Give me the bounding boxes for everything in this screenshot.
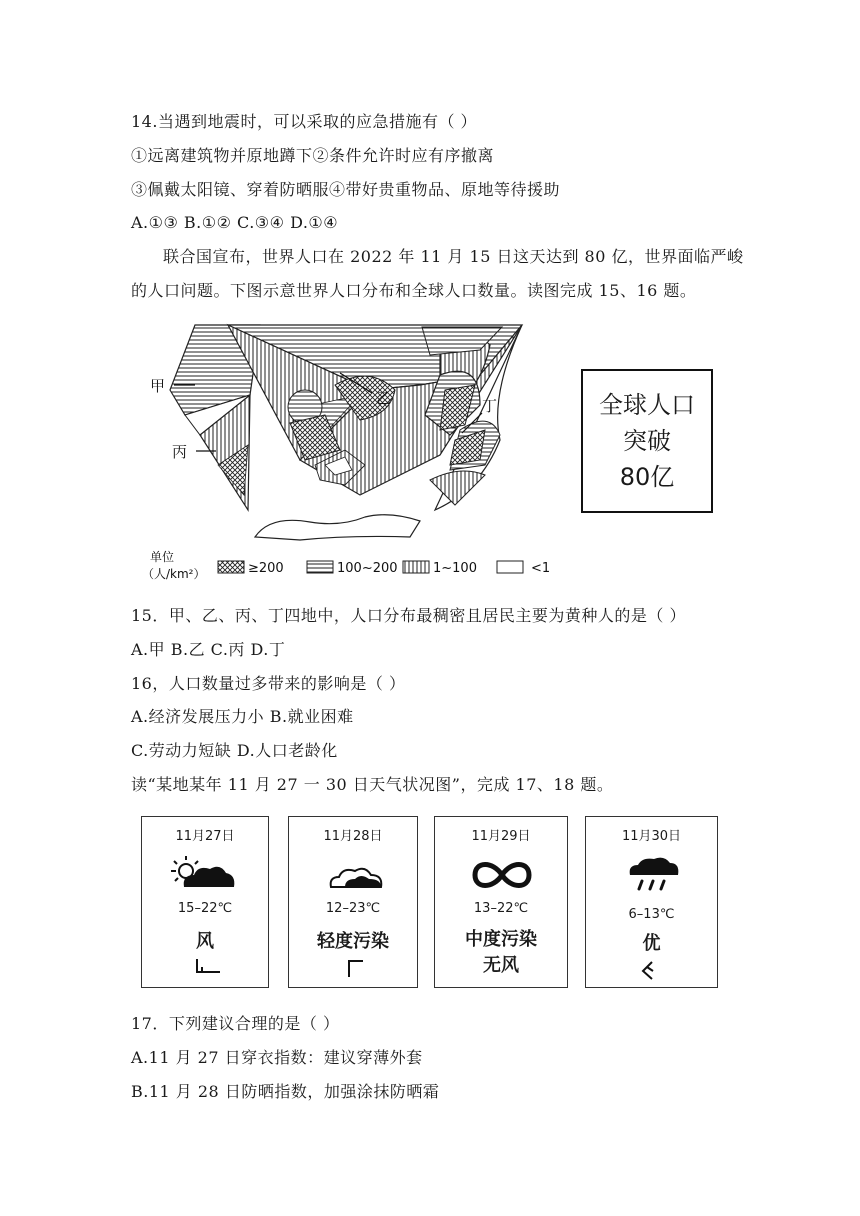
weather-date: 11月27日: [175, 829, 235, 844]
q17-stem: 17．下列建议合理的是（ ）: [131, 1014, 340, 1033]
infinity-haze-icon: [469, 855, 535, 895]
passage2: 读“某地某年 11 月 27 一 30 日天气状况图”，完成 17、18 题。: [131, 775, 614, 794]
map-asia-pacific: [422, 325, 522, 510]
weather-temp: 15–22℃: [177, 901, 233, 916]
legend-label-medium: 1~100: [433, 561, 477, 576]
weather-temp: 13–22℃: [473, 901, 529, 916]
population-box-line2: 突破: [623, 427, 671, 455]
legend-label-sparse: <1: [531, 561, 551, 576]
legend-swatch-sparse: [497, 561, 523, 573]
passage1-line2: 的人口问题。下图示意世界人口分布和全球人口数量。读图完成 15、16 题。: [131, 281, 697, 300]
q16-stem: 16，人口数量过多带来的影响是（ ）: [131, 674, 406, 693]
sun-cloud-icon: [170, 853, 240, 893]
weather-date: 11月29日: [471, 829, 531, 844]
legend-swatch-high: [307, 561, 333, 573]
q15-stem: 15．甲、乙、丙、丁四地中，人口分布最稠密且居民主要为黄种人的是（ ）: [131, 606, 686, 625]
weather-panel-1: [141, 816, 269, 988]
legend-label-dense: ≥200: [248, 561, 284, 576]
q14-stem: 14.当遇到地震时，可以采取的应急措施有（ ）: [131, 112, 478, 131]
weather-date: 11月30日: [621, 829, 682, 844]
legend-label-high: 100~200: [337, 561, 398, 576]
wind-indicator-icon: [638, 959, 660, 981]
weather-panel-4: [585, 816, 718, 988]
population-box: [581, 369, 713, 513]
weather-status: 优: [642, 933, 661, 954]
wind-indicator-icon: [194, 957, 224, 975]
weather-date: 11月28日: [323, 829, 383, 844]
weather-panel-3: [434, 816, 568, 988]
legend-unit-line2: （人/km²）: [142, 567, 206, 581]
legend-swatch-dense: [218, 561, 244, 573]
rain-cloud-icon: [624, 855, 682, 895]
q14-options-line2: ③佩戴太阳镜、穿着防晒服④带好贵重物品、原地等待援助: [131, 180, 561, 199]
q15-choices: A.甲 B.乙 C.丙 D.丁: [131, 640, 286, 659]
label-ding: 丁: [482, 397, 498, 415]
weather-panel-2: [288, 816, 418, 988]
passage1-line1: 联合国宣布，世界人口在 2022 年 11 月 15 日这天达到 80 亿，世界面临严峻: [163, 247, 744, 266]
label-yi: 乙: [376, 389, 392, 407]
wind-indicator-icon: [345, 957, 367, 979]
weather-status-secondary: 无风: [483, 955, 519, 976]
weather-status: 风: [196, 931, 214, 952]
label-bing: 丙: [172, 443, 188, 461]
weather-status: 轻度污染: [317, 931, 389, 952]
legend-swatch-medium: [403, 561, 429, 573]
legend-unit-line1: 单位: [150, 550, 175, 564]
weather-status: 中度污染: [465, 929, 537, 950]
q17-option-b: B.11 月 28 日防晒指数，加强涂抹防晒霜: [131, 1082, 440, 1101]
population-box-line1: 全球人口: [599, 391, 695, 419]
map-antarctica: [255, 515, 420, 540]
weather-temp: 6–13℃: [628, 907, 675, 922]
q16-choices-line2: C.劳动力短缺 D.人口老龄化: [131, 741, 338, 760]
cloud-icon: [327, 863, 385, 891]
weather-temp: 12–23℃: [325, 901, 381, 916]
q16-choices-line1: A.经济发展压力小 B.就业困难: [131, 707, 354, 726]
q14-choices: A.①③ B.①② C.③④ D.①④: [131, 213, 339, 232]
label-jia: 甲: [150, 377, 166, 395]
q17-option-a: A.11 月 27 日穿衣指数：建议穿薄外套: [131, 1048, 423, 1067]
q14-options-line1: ①远离建筑物并原地蹲下②条件允许时应有序撤离: [131, 146, 495, 165]
population-box-line3: 80亿: [619, 463, 675, 491]
